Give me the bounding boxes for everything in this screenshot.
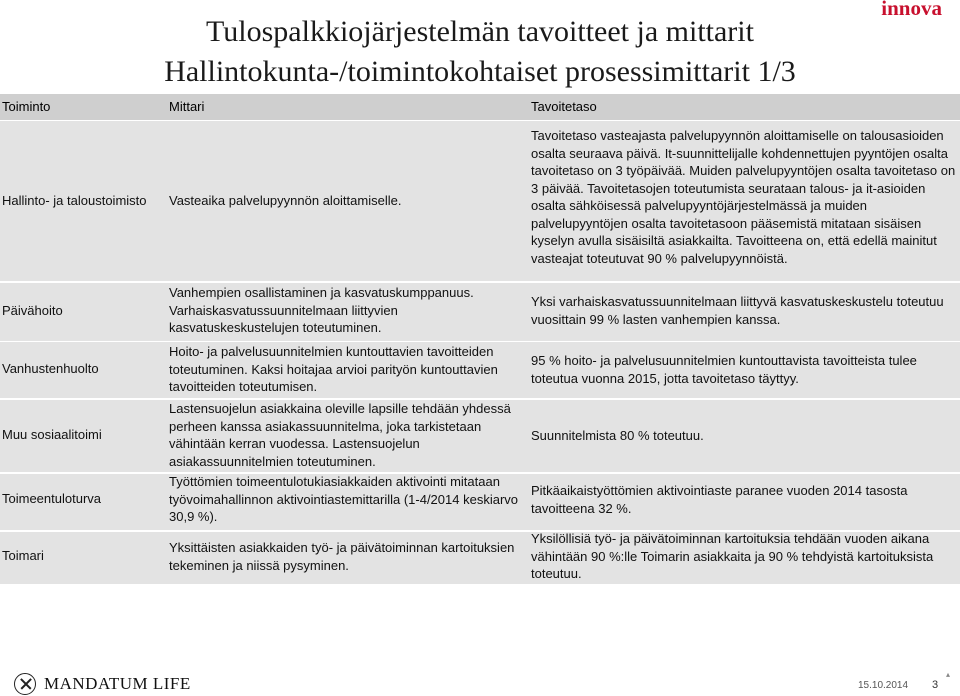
row-mittari: Lastensuojelun asiakkaina oleville lapsille tehdään yhdessä perheen kanssa asiakassuunnitelma, joka tarkistetaan vähintään kerran vuodessa. Lastensuojelun asiakassuunnitelmien toteutuminen. [169,401,511,469]
mandatum-emblem-icon [14,673,36,695]
row-toiminto: Päivähoito [2,303,63,318]
row-tavoitetaso: 95 % hoito- ja palvelusuunnitelmien kuntouttavista tavoitteista tulee toteutua vuonna 2015, jotta tavoitetaso täyttyy. [531,353,917,386]
mandatum-life-logo [14,673,191,695]
slide-marker-icon: ▴ [946,670,951,679]
row-toiminto: Hallinto- ja taloustoimisto [2,193,147,208]
innova-logo: innova [881,0,942,20]
row-tavoitetaso: Tavoitetaso vasteajasta palvelupyynnön aloittamiselle on talousasioiden osalta seuraava päivä. It-suunnittelijalle kohdennettujen pyyntöjen osalta tavoitetaso on 3 työpäivää. Muiden palvelupyyntöjen osalta tavoitetaso on 3 päivää. Tavoitetasojen toteutumista seurataan talous- ja it-asioiden osalta sähköisessä palvelupyyntöjärjestelmässä ja muiden palvelupyyntöjen osalta tavoitetasoon pääsemistä mitataan sisäisen kyselyn avulla sisäisiltä asiakkailta. Tavoitteena on, että edellä mainitut vasteajat toteutuvat 90 % palvelupyynnöistä. [531,128,956,266]
row-toiminto: Vanhustenhuolto [2,361,99,376]
column-header-mittari: Mittari [169,99,205,114]
row-mittari: Vanhempien osallistaminen ja kasvatuskumppanuus. Varhaiskasvatussuunnitelmaan liittyvien kasvatuskeskustelujen toteutuminen. [169,285,474,335]
row-mittari: Hoito- ja palvelusuunnitelmien kuntouttavien tavoitteiden toteutuminen. Kaksi hoitajaa arvioi parityön kuntouttavien tavoitteiden toteutumisen. [169,344,498,394]
row-tavoitetaso: Suunnitelmista 80 % toteutuu. [531,428,704,443]
column-header-tavoitetaso: Tavoitetaso [531,99,597,114]
title-line-2: Hallintokunta-/toimintokohtaiset prosessimittarit 1/3 [164,55,796,88]
column-header-toiminto: Toiminto [2,99,51,114]
row-toiminto: Toimeentuloturva [2,491,101,506]
row-mittari: Vasteaika palvelupyynnön aloittamiselle. [169,193,402,208]
row-toiminto: Toimari [2,548,44,563]
footer-logo-text: MANDATUM LIFE [44,674,191,693]
page-number: 3 [932,679,939,691]
row-tavoitetaso: Pitkäaikaistyöttömien aktivointiaste paranee vuoden 2014 tasosta tavoitteena 32 %. [531,483,908,516]
table-header [0,94,960,120]
title-line-1: Tulospalkkiojärjestelmän tavoitteet ja mittarit [206,15,754,48]
footer-date: 15.10.2014 [858,680,909,691]
row-tavoitetaso: Yksilöllisiä työ- ja päivätoiminnan kartoituksia tehdään vuoden aikana vähintään 90 %:lle Toimarin asiakkaita ja 90 % tehdyistä kartoituksista toteutuu. [531,531,934,581]
row-mittari: Yksittäisten asiakkaiden työ- ja päivätoiminnan kartoituksien tekeminen ja niissä pysyminen. [169,540,515,573]
row-mittari: Työttömien toimeentulotukiasiakkaiden aktivointi mitataan työvoimahallinnon aktivointiastemittarilla (1-4/2014 keskiarvo 30,9 %). [169,474,519,524]
row-toiminto: Muu sosiaalitoimi [2,427,102,442]
row-tavoitetaso: Yksi varhaiskasvatussuunnitelmaan liittyvä kasvatuskeskustelu toteutuu vuosittain 99 % lasten vanhempien kanssa. [531,294,944,327]
